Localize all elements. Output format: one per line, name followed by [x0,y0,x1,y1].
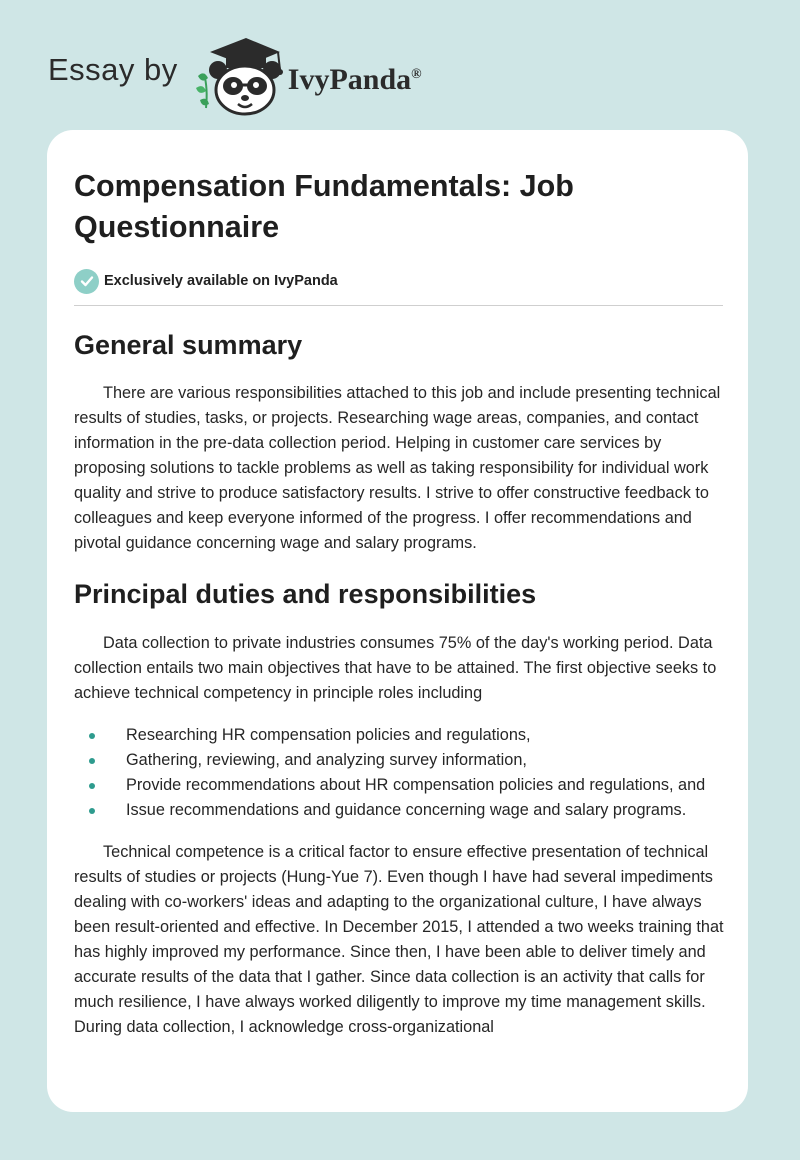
list-item-text: Researching HR compensation policies and regulations, [126,726,531,744]
list-item-text: Gathering, reviewing, and analyzing survey information, [126,751,527,769]
list-item [74,723,724,748]
site-header [48,36,422,116]
exclusive-badge [74,268,724,294]
list-item [74,773,724,798]
divider [74,305,723,306]
bullet-dot-icon [89,783,95,789]
duties-list [74,723,724,823]
essay-content [74,166,724,1040]
paragraph: Data collection to private industries consumes 75% of the day's working period. Data collection entails two main objectives that have to be attained. The first objective seeks to achieve technical competency in principle roles including [74,634,717,702]
page-title: Compensation Fundamentals: Job Questionnaire [74,169,574,244]
panda-logo-icon[interactable] [192,36,284,116]
paragraph: Technical competence is a critical factor to ensure effective presentation of technical results of studies or projects (Hung-Yue 7). Even though I have had several impediments dealing with co-workers' ideas and adapting to the organizational culture, I have always been result-oriented and effective. In December 2015, I attended a two weeks training that has highly improved my performance. Since then, I have been able to deliver timely and accurate results of the data that I gather. Since data collection is an activity that calls for much resilience, I have always worked diligently to improve my time management skills. During data collection, I acknowledge cross-organizational [74,843,724,1036]
check-icon [74,269,99,294]
list-item [74,798,724,823]
essay-card [47,130,748,1112]
section-heading-general-summary: General summary [74,330,303,360]
exclusive-badge-text: Exclusively available on IvyPanda [104,273,338,289]
section-heading-principal-duties: Principal duties and responsibilities [74,579,537,609]
registered-mark: ® [411,67,422,82]
essay-by-label: Essay by [48,52,178,87]
bullet-dot-icon [89,758,95,764]
list-item [74,748,724,773]
list-item-text: Issue recommendations and guidance concerning wage and salary programs. [126,801,687,819]
bullet-dot-icon [89,808,95,814]
bullet-dot-icon [89,733,95,739]
brand-name[interactable]: IvyPanda® [287,63,422,96]
list-item-text: Provide recommendations about HR compensation policies and regulations, and [126,776,706,794]
paragraph: There are various responsibilities attached to this job and include presenting technical results of studies, tasks, or projects. Researching wage areas, companies, and contact information in the pre-data collection period. Helping in customer care services by proposing solutions to tackle problems as well as taking responsibility for individual work quality and strive to produce satisfactory results. I strive to offer constructive feedback to colleagues and keep everyone informed of the progress. I offer recommendations and pivotal guidance concerning wage and salary programs. [74,384,721,552]
